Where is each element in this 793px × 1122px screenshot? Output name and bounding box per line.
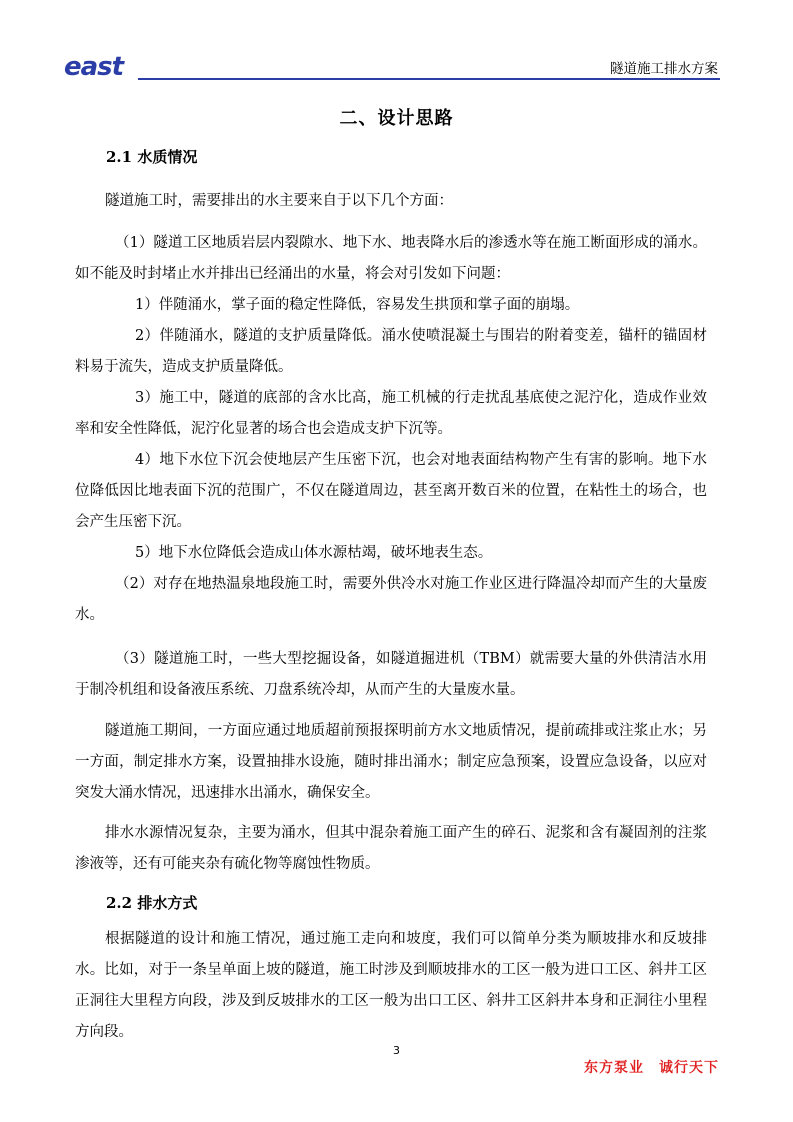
east-logo [64,52,140,80]
paragraph: （1）隧道工区地质岩层内裂隙水、地下水、地表降水后的渗透水等在施工断面形成的涌水。如不能及时封堵止水并排出已经涌出的水量，将会对引发如下问题： [75,235,707,282]
paragraph: 排水水源情况复杂，主要为涌水，但其中混杂着施工面产生的碎石、泥浆和含有凝固剂的注浆渗液等，还有可能夹杂有硫化物等腐蚀性物质。 [75,825,707,872]
paragraph: （2）对存在地热温泉地段施工时，需要外供冷水对施工作业区进行降温冷却而产生的大量废水。 [75,576,707,623]
paragraph: （3）隧道施工时，一些大型挖掘设备，如隧道掘进机（TBM）就需要大量的外供清洁水用于制冷机组和设备液压系统、刀盘系统冷却，从而产生的大量废水量。 [75,651,707,698]
paragraph: 隧道施工期间，一方面应通过地质超前预报探明前方水文地质情况，提前疏排或注浆止水；另一方面，制定排水方案，设置抽排水设施，随时排出涌水；制定应急预案，设置应急设备，以应对突发大涌水情况，迅速排水出涌水，确保安全。 [75,723,707,801]
paragraph: 根据隧道的设计和施工情况，通过施工走向和坡度，我们可以简单分类为顺坡排水和反坡排水。比如，对于一条呈单面上坡的隧道，施工时涉及到顺坡排水的工区一般为进口工区、斜井工区正洞往大里程方向段，涉及到反坡排水的工区一般为出口工区、斜井工区斜井本身和正洞往小里程方向段。 [75,931,707,1040]
paragraph: 1）伴随涌水，掌子面的稳定性降低，容易发生拱顶和掌子面的崩塌。 [135,297,580,313]
footer-slogan: 东方泵业 诚行天下 [584,1060,719,1076]
header-rule [138,78,720,80]
section-heading-2-1: 2.1 水质情况 [106,148,198,166]
page-title: 二、设计思路 [339,108,454,129]
paragraph: 2）伴随涌水，隧道的支护质量降低。涌水使喷混凝土与围岩的附着变差，锚杆的锚固材料易于流失，造成支护质量降低。 [75,328,707,375]
header-title: 隧道施工排水方案 [610,61,718,77]
paragraph: 5）地下水位降低会造成山体水源枯竭，破坏地表生态。 [135,545,493,561]
section-heading-2-2: 2.2 排水方式 [106,894,198,912]
paragraph: 4）地下水位下沉会使地层产生压密下沉，也会对地表面结构物产生有害的影响。地下水位降低因比地表面下沉的范围广，不仅在隧道周边，甚至离开数百米的位置，在粘性土的场合，也会产生压密下沉。 [75,452,707,530]
paragraph: 隧道施工时，需要排出的水主要来自于以下几个方面： [105,193,453,209]
logo-text: east [64,52,124,80]
page-number: 3 [393,1044,400,1057]
paragraph: 3）施工中，隧道的底部的含水比高，施工机械的行走扰乱基底使之泥泞化，造成作业效率和安全性降低，泥泞化显著的场合也会造成支护下沉等。 [75,390,707,437]
